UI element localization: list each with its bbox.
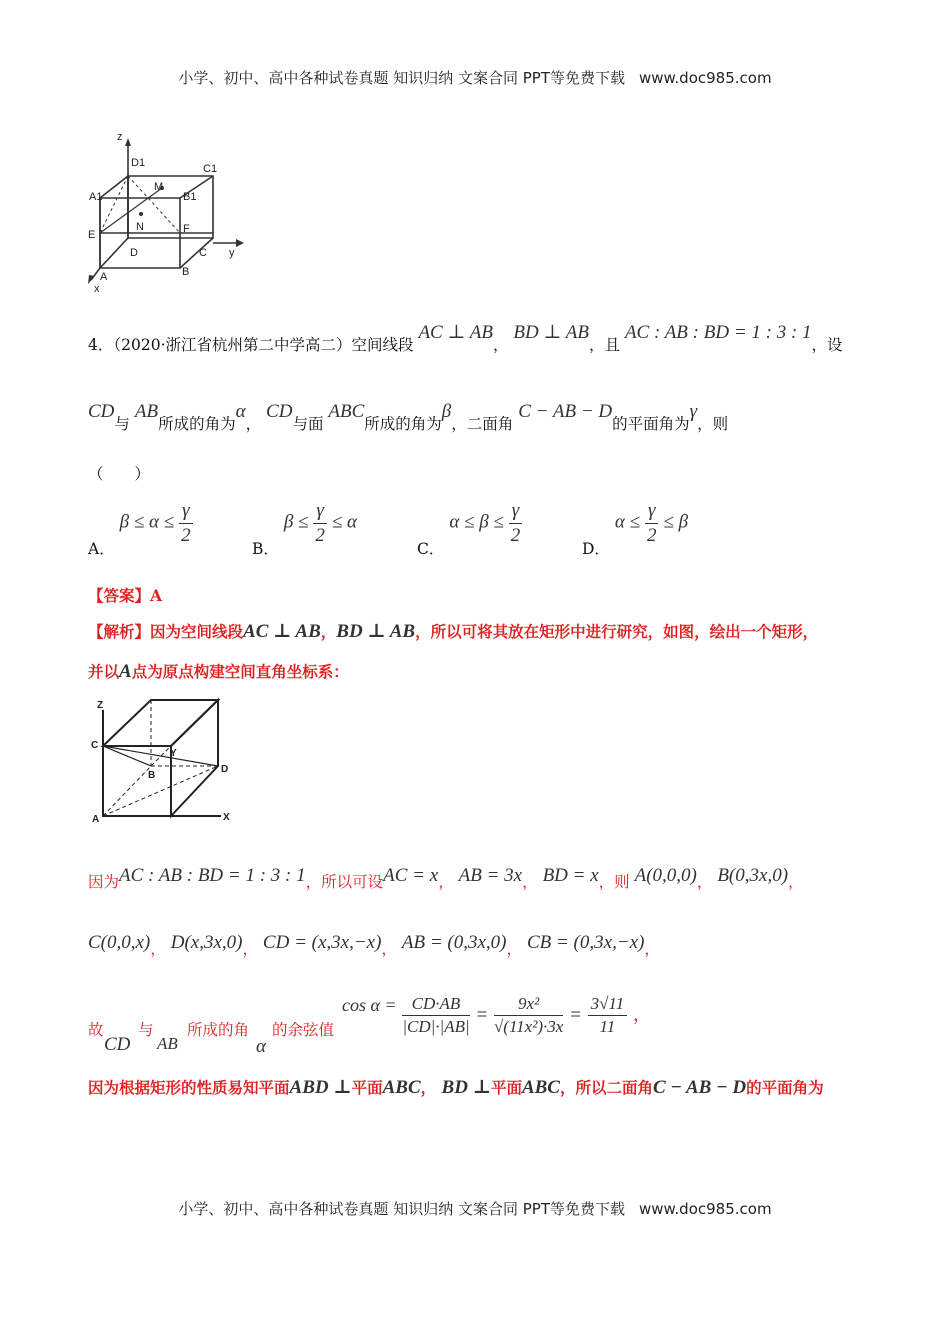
text: 因为空间线段	[150, 622, 244, 641]
label-z: Z	[97, 700, 104, 711]
option-label: D．	[582, 539, 610, 558]
text-let: ，设	[811, 336, 843, 354]
math-bd-perp-ab: BD ⊥ AB	[513, 322, 589, 343]
text: ，	[506, 940, 523, 958]
point-n	[139, 212, 143, 216]
math-vector-ab: AB = (0,3x,0)	[401, 932, 507, 953]
math-bd-perp: BD ⊥	[441, 1077, 491, 1098]
frac-den: 2	[181, 525, 191, 546]
label-d: D	[221, 764, 229, 775]
analysis-line-1	[88, 622, 818, 641]
work-line-2	[88, 932, 660, 958]
option-expr-pre: α ≤ β ≤	[449, 511, 504, 533]
text: ，所以二面角	[559, 1078, 653, 1097]
comma: ，	[492, 336, 509, 354]
fraction	[645, 500, 659, 547]
option-expr-pre: α ≤	[614, 511, 641, 533]
text: 的平面角为	[612, 415, 690, 433]
frac-den: 2	[315, 525, 325, 546]
frac-num: CD·AB	[402, 994, 469, 1016]
frac-den: 11	[599, 1017, 616, 1036]
work-line-4	[88, 1078, 824, 1097]
label-m: M	[154, 181, 164, 193]
text: 与	[114, 415, 130, 433]
edge-bc	[180, 238, 213, 268]
label-a1: A1	[89, 191, 103, 203]
math-cd: CD	[88, 401, 115, 422]
label-c: C	[199, 247, 207, 259]
text: ，则	[697, 415, 729, 433]
text: 点为原点构建空间直角坐标系：	[131, 662, 349, 681]
cos-text-yu: 与	[138, 1021, 154, 1039]
option-d[interactable]	[582, 500, 689, 558]
label-b1: B1	[183, 191, 197, 203]
analysis-line-2	[88, 662, 349, 681]
text: 的平面角为	[746, 1078, 824, 1097]
text: ，	[788, 873, 804, 891]
label-y: y	[229, 247, 235, 259]
fraction	[509, 500, 523, 547]
label-c1: C1	[203, 163, 218, 175]
footer-url: www.doc985.com	[638, 1200, 772, 1218]
cos-text-value: 的余弦值	[272, 1021, 335, 1039]
dashed-ad	[103, 766, 218, 816]
text: ，所以可设	[305, 873, 384, 891]
right-face	[171, 700, 218, 816]
text: ，	[242, 940, 258, 958]
text: 与面	[292, 415, 324, 433]
label-x: x	[94, 283, 100, 295]
label-a: A	[92, 814, 100, 825]
dashed-ab	[103, 766, 151, 816]
cos-formula	[342, 994, 651, 1037]
question-source: （2020·浙江省杭州第二中学高二）空间线段	[113, 336, 414, 354]
fraction	[313, 500, 327, 547]
math-dihedral: C − AB − D	[518, 401, 613, 422]
answer-line: 【答案】A	[88, 586, 163, 605]
option-b[interactable]	[252, 500, 357, 558]
header-url: www.doc985.com	[638, 69, 772, 87]
line-cd	[103, 746, 218, 766]
fraction	[179, 500, 193, 547]
em-line	[100, 188, 162, 233]
text: 所成的角为	[158, 415, 236, 433]
cos-text-angle: 所成的角	[187, 1021, 250, 1039]
frac-num: 3√11	[588, 994, 628, 1016]
math-abc: ABC	[521, 1077, 560, 1098]
label-d1: D1	[131, 157, 146, 169]
frac-den: 2	[646, 525, 657, 546]
cos-alpha: cos α =	[342, 994, 397, 1015]
math-point-a: A(0,0,0)	[634, 865, 697, 886]
math-alpha: α	[235, 401, 246, 422]
top-face	[103, 700, 218, 746]
label-z: z	[117, 131, 123, 143]
label-n: N	[136, 221, 144, 233]
math-ac-perp-ab: AC ⊥ AB	[243, 621, 321, 642]
frac-num: γ	[313, 500, 327, 524]
math-bd-x: BD = x	[542, 865, 599, 886]
equals: =	[475, 1004, 489, 1026]
analysis-label: 【解析】	[88, 622, 151, 641]
y-arrow	[236, 239, 244, 247]
math-ab-3x: AB = 3x	[458, 865, 523, 886]
frac-den: |CD|·|AB|	[402, 1017, 470, 1036]
option-c[interactable]	[417, 500, 522, 558]
left-face	[100, 176, 128, 268]
text: ，	[438, 873, 454, 891]
math-a: A	[119, 661, 132, 682]
text: 平面	[490, 1078, 522, 1097]
question-number: 4．	[88, 336, 114, 354]
work-line-1	[88, 865, 804, 891]
text: ，	[245, 415, 262, 433]
option-label: B．	[252, 539, 279, 558]
frac-num: γ	[645, 500, 659, 524]
option-expr-pre: β ≤ α ≤	[119, 511, 175, 533]
dashed-d1e	[100, 176, 128, 233]
frac-num: 9x²	[494, 994, 563, 1016]
math-dihedral: C − AB − D	[653, 1077, 747, 1098]
frac-num: γ	[509, 500, 523, 524]
option-expr-pre: β ≤	[283, 511, 309, 533]
frac-den: 2	[510, 525, 521, 546]
label-e: E	[88, 229, 96, 241]
math-vector-cd: CD = (x,3x,−x)	[262, 932, 382, 953]
z-arrow	[125, 138, 131, 146]
text: ，	[150, 940, 166, 958]
line-cb	[103, 746, 151, 766]
text: 因为根据矩形的性质易知平面	[88, 1078, 290, 1097]
math-point-d: D(x,3x,0)	[170, 932, 243, 953]
page-footer	[0, 1198, 950, 1219]
math-ac-perp-ab: AC ⊥ AB	[418, 322, 493, 343]
math-abc: ABC	[382, 1077, 421, 1098]
text: ，	[522, 873, 538, 891]
math-ratio: AC : AB : BD = 1 : 3 : 1	[624, 322, 812, 343]
text: 所成的角为	[364, 415, 442, 433]
math-cd-sub: CD	[104, 1034, 131, 1055]
option-expr-post: ≤ α	[331, 511, 357, 533]
text: ，	[381, 940, 397, 958]
fraction-3	[588, 994, 628, 1037]
math-ab-sub: AB	[157, 1034, 178, 1053]
text: 平面	[351, 1078, 383, 1097]
cube-figure-2	[86, 696, 246, 826]
option-label: C．	[417, 539, 445, 558]
label-a: A	[100, 271, 108, 283]
label-x: X	[223, 812, 230, 823]
text: ，	[632, 1004, 651, 1026]
label-b: B	[182, 266, 190, 278]
option-a[interactable]	[88, 500, 193, 558]
cube-figure-1	[86, 128, 256, 298]
equals: =	[569, 1004, 582, 1026]
fraction-1	[402, 994, 469, 1037]
math-vector-cb: CB = (0,3x,−x)	[526, 932, 645, 953]
math-ab: AB	[134, 401, 159, 422]
label-d: D	[130, 247, 138, 259]
text: ，所以可将其放在矩形中进行研究，如图，绘出一个矩形，	[415, 622, 819, 641]
text: 并以	[88, 662, 120, 681]
option-expr-post: ≤ β	[663, 511, 689, 533]
math-cd: CD	[266, 401, 293, 422]
label-f: F	[183, 223, 190, 235]
label-y: Y	[170, 748, 177, 759]
math-ac-x: AC = x	[383, 865, 439, 886]
footer-text: 小学、初中、高中各种试卷真题 知识归纳 文案合同 PPT等免费下载	[178, 1200, 625, 1218]
math-ratio: AC : AB : BD = 1 : 3 : 1	[119, 865, 306, 886]
frac-den: √(11x²)·3x	[493, 1017, 564, 1036]
label-b: B	[148, 770, 156, 781]
text: ，	[420, 1078, 437, 1097]
text: ，	[696, 873, 713, 891]
answer-paren: （ ）	[88, 465, 151, 483]
header-text: 小学、初中、高中各种试卷真题 知识归纳 文案合同 PPT等免费下载	[178, 69, 625, 87]
text: ，	[644, 940, 660, 958]
frac-num: γ	[179, 500, 193, 524]
question-line-1	[88, 322, 843, 354]
text-and: ，且	[588, 336, 620, 354]
math-bd-perp-ab: BD ⊥ AB	[336, 621, 416, 642]
text: ，	[320, 622, 337, 641]
math-beta: β	[441, 401, 452, 422]
fraction-2	[494, 994, 563, 1037]
math-abc: ABC	[328, 401, 365, 422]
math-point-c: C(0,0,x)	[88, 932, 151, 953]
math-abd-perp: ABD ⊥	[289, 1077, 352, 1098]
math-alpha-sub: α	[256, 1036, 266, 1057]
text: ，二面角	[451, 415, 514, 433]
text: ，则	[598, 873, 630, 891]
label-c: C	[91, 740, 99, 751]
math-gamma: γ	[689, 401, 698, 422]
option-label: A．	[88, 539, 115, 558]
math-point-b: B(0,3x,0)	[717, 865, 789, 886]
page-header	[0, 67, 950, 88]
text: 因为	[88, 873, 120, 891]
question-line-2	[88, 401, 729, 433]
cos-text-gu: 故	[88, 1021, 104, 1039]
